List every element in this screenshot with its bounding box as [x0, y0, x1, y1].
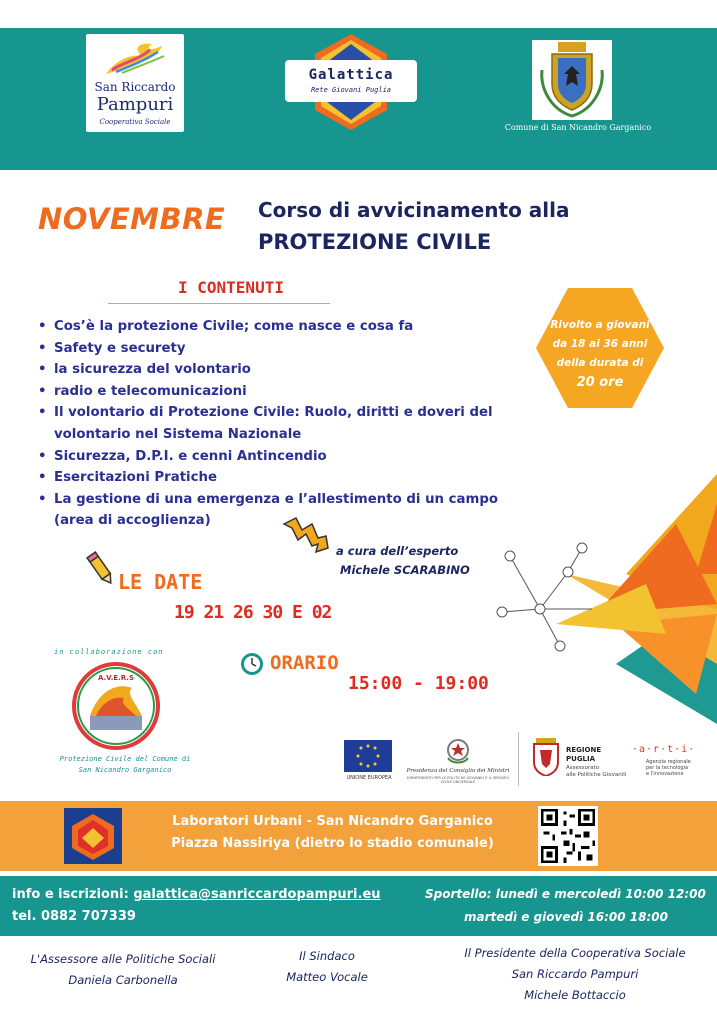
avers-logo-text: A.V.E.R.S: [97, 674, 135, 682]
dove-icon: [102, 40, 168, 80]
dates-label: LE DATE: [118, 570, 203, 594]
location-line1: Laboratori Urbani - San Nicandro Garganico: [172, 814, 493, 829]
regione-line2: PUGLIA: [566, 755, 596, 763]
galattica-logo-sub: Rete Giovani Puglia: [310, 86, 392, 94]
info-band: [0, 876, 717, 936]
regione-puglia-emblem: [532, 738, 560, 776]
sportello-line1: Sportello: lunedì e mercoledì 10:00 12:00: [425, 887, 706, 901]
star-network-graphic: [496, 464, 717, 724]
sportello-line2: martedì e giovedì 16:00 18:00: [464, 910, 668, 924]
target-info-hours: 20 ore: [576, 375, 624, 390]
eu-label: UNIONE EUROPEA: [346, 775, 392, 781]
orario-value: 15:00 - 19:00: [348, 673, 489, 694]
target-info-hexagon: [536, 288, 664, 408]
dates-value: 19 21 26 30 E 02: [174, 602, 332, 623]
galattica-logo-name: Galattica: [308, 67, 394, 83]
avers-logo: [72, 662, 160, 750]
arti-logo: ·a·r·t·i·: [632, 744, 696, 755]
list-item: • radio e telecomunicazioni: [38, 381, 528, 403]
contenuti-heading: I CONTENUTI: [178, 278, 284, 297]
contenuti-list: [38, 316, 528, 532]
arti-caption: [646, 759, 691, 777]
partner-logos: [340, 732, 700, 786]
contenuti-divider: [108, 303, 330, 304]
signature-role: Il Presidente della Cooperativa Sociale: [464, 946, 686, 960]
galattica-logo: [283, 34, 419, 130]
comune-coat-of-arms: [532, 40, 612, 120]
location-line2: Piazza Nassiriya (dietro lo stadio comunale): [171, 836, 494, 851]
arti-caption-line: Agenzia regionale: [646, 759, 691, 765]
phone-number: tel. 0882 707339: [12, 909, 136, 924]
regione-line3: Assessorato: [566, 765, 600, 771]
month-title: NOVEMBRE: [38, 202, 226, 236]
list-item: • Safety e securety: [38, 338, 528, 360]
info-prefix: info e iscrizioni:: [12, 887, 134, 902]
signature-name: Michele Bottaccio: [524, 988, 626, 1002]
signature-sindaco: [272, 946, 382, 988]
pencil-icon: [86, 550, 116, 588]
comune-caption: Comune di San Nicandro Garganico: [504, 123, 652, 132]
list-item: • la sicurezza del volontario: [38, 359, 528, 381]
esperto-name: Michele SCARABINO: [340, 563, 470, 577]
target-info-line3: della durata di: [556, 357, 644, 369]
list-item: • Esercitazioni Pratiche: [38, 467, 528, 489]
signature-role: L'Assessore alle Politiche Sociali: [30, 952, 216, 966]
partner-divider: [518, 732, 519, 786]
target-info-line1: Rivolto a giovani: [550, 319, 650, 331]
list-item: • Cos’è la protezione Civile; come nasce e cosa fa: [38, 316, 528, 338]
qr-code-icon[interactable]: [538, 806, 598, 866]
collaboration-line1: Protezione Civile del Comune di: [59, 755, 191, 763]
clock-icon: [240, 652, 264, 676]
srp-logo-line2: Pampuri: [96, 94, 174, 115]
san-riccardo-pampuri-logo: [86, 34, 184, 132]
collaboration-line2: San Nicandro Garganico: [78, 766, 172, 774]
regione-line1: REGIONE: [566, 746, 602, 754]
esperto-label: a cura dell’esperto: [336, 544, 459, 558]
list-item: • La gestione di una emergenza e l’allestimento di un campo (area di accoglienza): [38, 489, 528, 532]
eu-flag-icon: [344, 740, 392, 772]
signature-assessore: [10, 949, 236, 991]
target-info-line2: da 18 ai 36 anni: [552, 338, 648, 350]
collaboration-intro: in collaborazione con: [54, 648, 164, 656]
email-link[interactable]: galattica@sanriccardopampuri.eu: [133, 887, 381, 902]
list-item: • Il volontario di Protezione Civile: Ruolo, diritti e doveri del volontario nel Sistema Nazionale: [38, 402, 528, 445]
regione-line4: alle Politiche Giovanili: [566, 772, 627, 778]
italian-emblem-icon: [444, 736, 472, 766]
list-item: • Sicurezza, D.P.I. e cenni Antincendio: [38, 446, 528, 468]
srp-logo-line1: San Riccardo: [94, 80, 176, 94]
arti-caption-line: per la tecnologia: [646, 765, 689, 771]
arti-caption-line: e l'innovazione: [646, 771, 684, 777]
signature-org: San Riccardo Pampuri: [511, 967, 639, 981]
info-line: [12, 887, 381, 902]
presidenza-sub: DIPARTIMENTO PER LE POLITICHE GIOVANILI E IL SERVIZIO CIVILE UNIVERSALE: [406, 776, 510, 784]
orario-label: ORARIO: [270, 652, 339, 674]
presidenza-label: Presidenza del Consiglio dei Ministri: [406, 768, 510, 774]
course-title-line1: Corso di avvicinamento alla: [258, 198, 570, 222]
signature-presidente: [440, 943, 710, 1006]
course-title-line2: PROTEZIONE CIVILE: [258, 230, 492, 254]
signature-name: Matteo Vocale: [286, 970, 368, 984]
signature-name: Daniela Carbonella: [68, 973, 178, 987]
signature-role: Il Sindaco: [299, 949, 355, 963]
zigzag-arrow-icon: [282, 516, 330, 556]
srp-logo-line3: Cooperativa Sociale: [99, 118, 171, 126]
